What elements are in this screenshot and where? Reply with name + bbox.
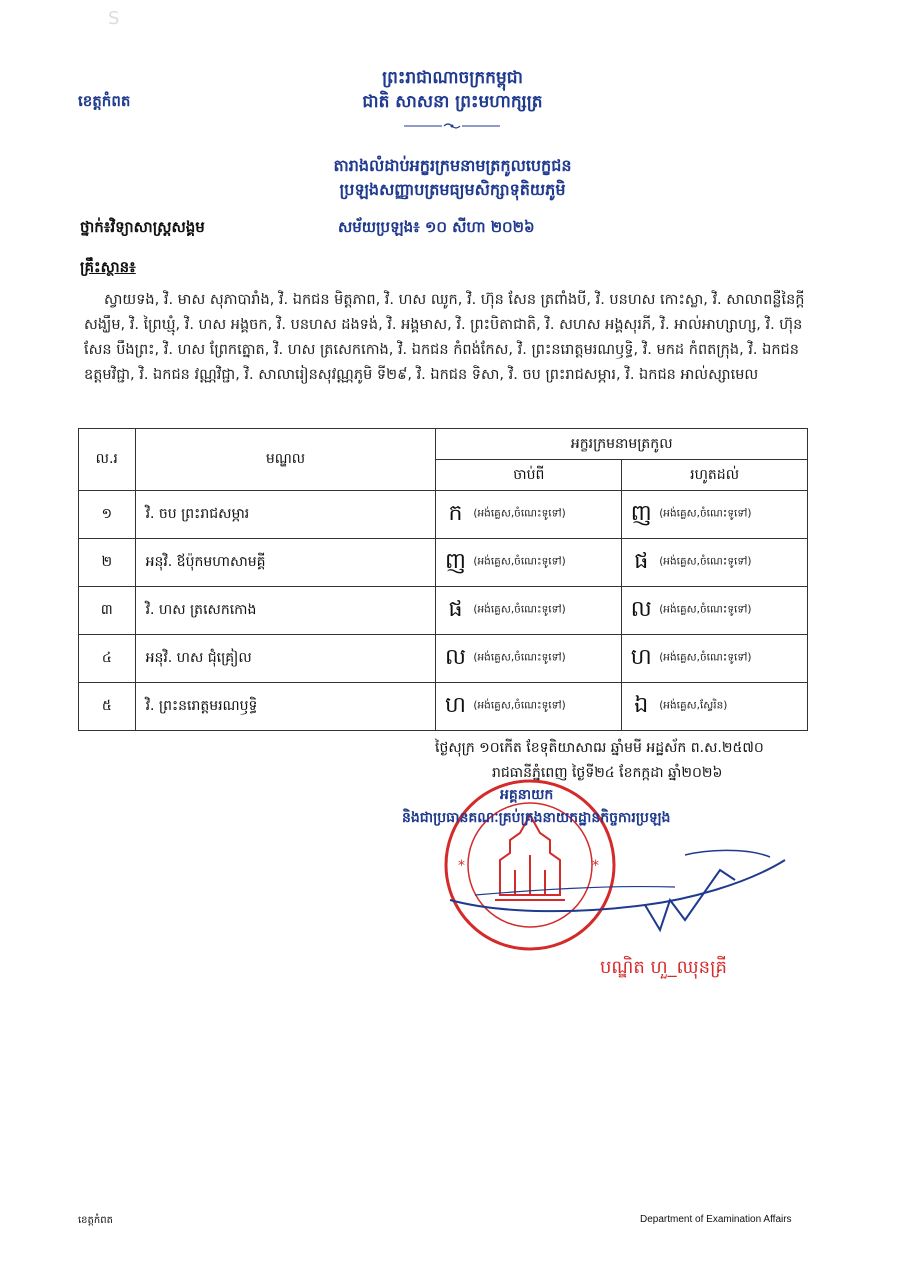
to-note: (អង់គ្លេស,ចំណេះទូទៅ) <box>659 603 752 615</box>
solar-date: រាជធានីភ្នំពេញ ថ្ងៃទី២៤ ខែកក្កដា ឆ្នាំ២០២៦ <box>492 765 723 781</box>
from-letter: ហ <box>444 692 466 718</box>
range-from <box>436 491 622 539</box>
table-row <box>79 635 808 683</box>
to-letter: ល <box>630 596 652 622</box>
row-number: ១ <box>79 491 136 539</box>
row-number: ៣ <box>79 587 136 635</box>
from-letter: ក <box>448 500 463 526</box>
to-letter: ផ <box>634 548 649 574</box>
from-note: (អង់គ្លេស,ចំណេះទូទៅ) <box>473 699 566 711</box>
range-to <box>622 587 808 635</box>
to-letter: ហ <box>630 644 652 670</box>
table-row <box>79 491 808 539</box>
scan-mark-icon <box>108 8 130 28</box>
table-row <box>79 587 808 635</box>
row-number: ៤ <box>79 635 136 683</box>
range-to <box>622 683 808 731</box>
signer-name: បណ្ឌិត ហួ_ឈុនគ្រី <box>600 957 727 978</box>
col-header-center: មណ្ឌល <box>135 429 436 491</box>
to-note: (អង់គ្លេស,ស្វែរិន) <box>659 699 728 711</box>
to-note: (អង់គ្លេស,ចំណេះទូទៅ) <box>659 555 752 567</box>
range-from <box>436 635 622 683</box>
table-row <box>79 539 808 587</box>
range-to <box>622 635 808 683</box>
range-to <box>622 539 808 587</box>
subject-label: ថ្នាក់៖វិទ្យាសាស្ត្រសង្គម <box>80 218 205 236</box>
to-note: (អង់គ្លេស,ចំណេះទូទៅ) <box>659 651 752 663</box>
range-to <box>622 491 808 539</box>
footer-province: ខេត្តកំពត <box>78 1215 113 1226</box>
range-from <box>436 539 622 587</box>
row-number: ៥ <box>79 683 136 731</box>
exam-center: អនុវិ. ឪប៉ុកមហាសាមគ្គី <box>135 539 436 587</box>
title-line-2: ប្រឡងសញ្ញាបត្រមធ្យមសិក្សាទុតិយភូមិ <box>339 180 566 199</box>
institutions-heading: គ្រឹះស្ថាន៖ <box>80 258 136 276</box>
from-letter: ផ <box>448 596 463 622</box>
kingdom-line-2: ជាតិ សាសនា ព្រះមហាក្សត្រ <box>362 92 543 112</box>
col-header-range: អក្ខរក្រមនាមត្រកូល <box>436 429 808 460</box>
lunar-date: ថ្ងៃសុក្រ ១០កើត ខែទុតិយាសាឍ ឆ្នាំមមី អដ្ឋស័ក ព.ស.២៥៧០ <box>435 740 764 756</box>
ornament-divider-icon <box>402 122 502 130</box>
table-row <box>79 683 808 731</box>
handwritten-signature-icon <box>445 845 805 935</box>
province-label: ខេត្តកំពត <box>78 92 131 110</box>
range-from <box>436 587 622 635</box>
col-header-no: ល.រ <box>79 429 136 491</box>
signatory-role: អគ្គនាយក <box>500 787 554 803</box>
title-line-1: តារាងលំដាប់អក្ខរក្រមនាមត្រកូលបេក្ខជន <box>333 156 572 175</box>
svg-text:S: S <box>108 8 120 28</box>
svg-text:*: * <box>592 858 599 874</box>
exam-center: វិ. ព្រះនរោត្តមរណឫទ្ធិ <box>135 683 436 731</box>
document-title <box>0 154 905 202</box>
exam-center: អនុវិ. ហស ជុំគ្រៀល <box>135 635 436 683</box>
from-note: (អង់គ្លេស,ចំណេះទូទៅ) <box>473 507 566 519</box>
exam-center: វិ. ហស ត្រសេកកោង <box>135 587 436 635</box>
to-note: (អង់គ្លេស,ចំណេះទូទៅ) <box>659 507 752 519</box>
svg-text:*: * <box>458 858 465 874</box>
footer-department: Department of Examination Affairs <box>640 1214 792 1225</box>
to-letter: ញ <box>630 500 652 526</box>
from-letter: ញ <box>444 548 466 574</box>
to-letter: ឯ <box>634 692 649 718</box>
institutions-list: ស្វាយទង, វិ. មាស សុភាបារាំង, វិ. ឯកជន មិត្តភាព, វិ. ហស ឈូក, វិ. ហ៊ុន សែន ត្រពាំងបី, វិ. បនហស កោះស្លា, វិ. សាលាពន្លឺនៃក្តីសង្ឃឹម, វិ. ព្រៃឃ្មុំ, វិ. ហស អង្គចក, វិ. បនហស ដងទង់, វិ. អង្គមាស, វិ. ព្រះបិតាជាតិ, វិ. សហស អង្គសុរភី, វិ. អាល់អាហ្សាហ្ស, វិ. ហ៊ុន សែន បឹងព្រះ, វិ. ហស ព្រែកត្នោត, វិ. ហស ត្រសេកកោង, វិ. ឯកជន កំពង់កែស, វិ. ព្រះនរោត្តមរណឫទ្ធិ, វិ. មកដ កំពតក្រុង, វិ. ឯកជន ឧត្តមវិជ្ជា, វិ. ឯកជន វណ្ណវិជ្ជា, វិ. សាលារៀនសុវណ្ណភូមិ ទី២៩, វិ. ឯកជន ទិសា, វិ. ចប ព្រះរាជសម្ភារ, វិ. ឯកជន អាល់ស្សាមេល <box>84 292 805 383</box>
center-assignment-table <box>78 428 808 731</box>
signatory-organization: និងជាប្រធានគណៈគ្រប់គ្រងនាយកដ្ឋានកិច្ចការប្រឡង <box>402 810 671 826</box>
range-from <box>436 683 622 731</box>
from-note: (អង់គ្លេស,ចំណេះទូទៅ) <box>473 603 566 615</box>
from-note: (អង់គ្លេស,ចំណេះទូទៅ) <box>473 651 566 663</box>
exam-center: វិ. ចប ព្រះរាជសម្ភារ <box>135 491 436 539</box>
row-number: ២ <box>79 539 136 587</box>
col-header-to: រហូតដល់ <box>622 460 808 491</box>
from-note: (អង់គ្លេស,ចំណេះទូទៅ) <box>473 555 566 567</box>
kingdom-line-1: ព្រះរាជាណាចក្រកម្ពុជា <box>382 68 523 88</box>
session-label: សម័យប្រឡង៖ ១០ សីហា ២០២៦ <box>338 218 535 236</box>
col-header-from: ចាប់ពី <box>436 460 622 491</box>
kingdom-header <box>0 66 905 114</box>
from-letter: ល <box>444 644 466 670</box>
